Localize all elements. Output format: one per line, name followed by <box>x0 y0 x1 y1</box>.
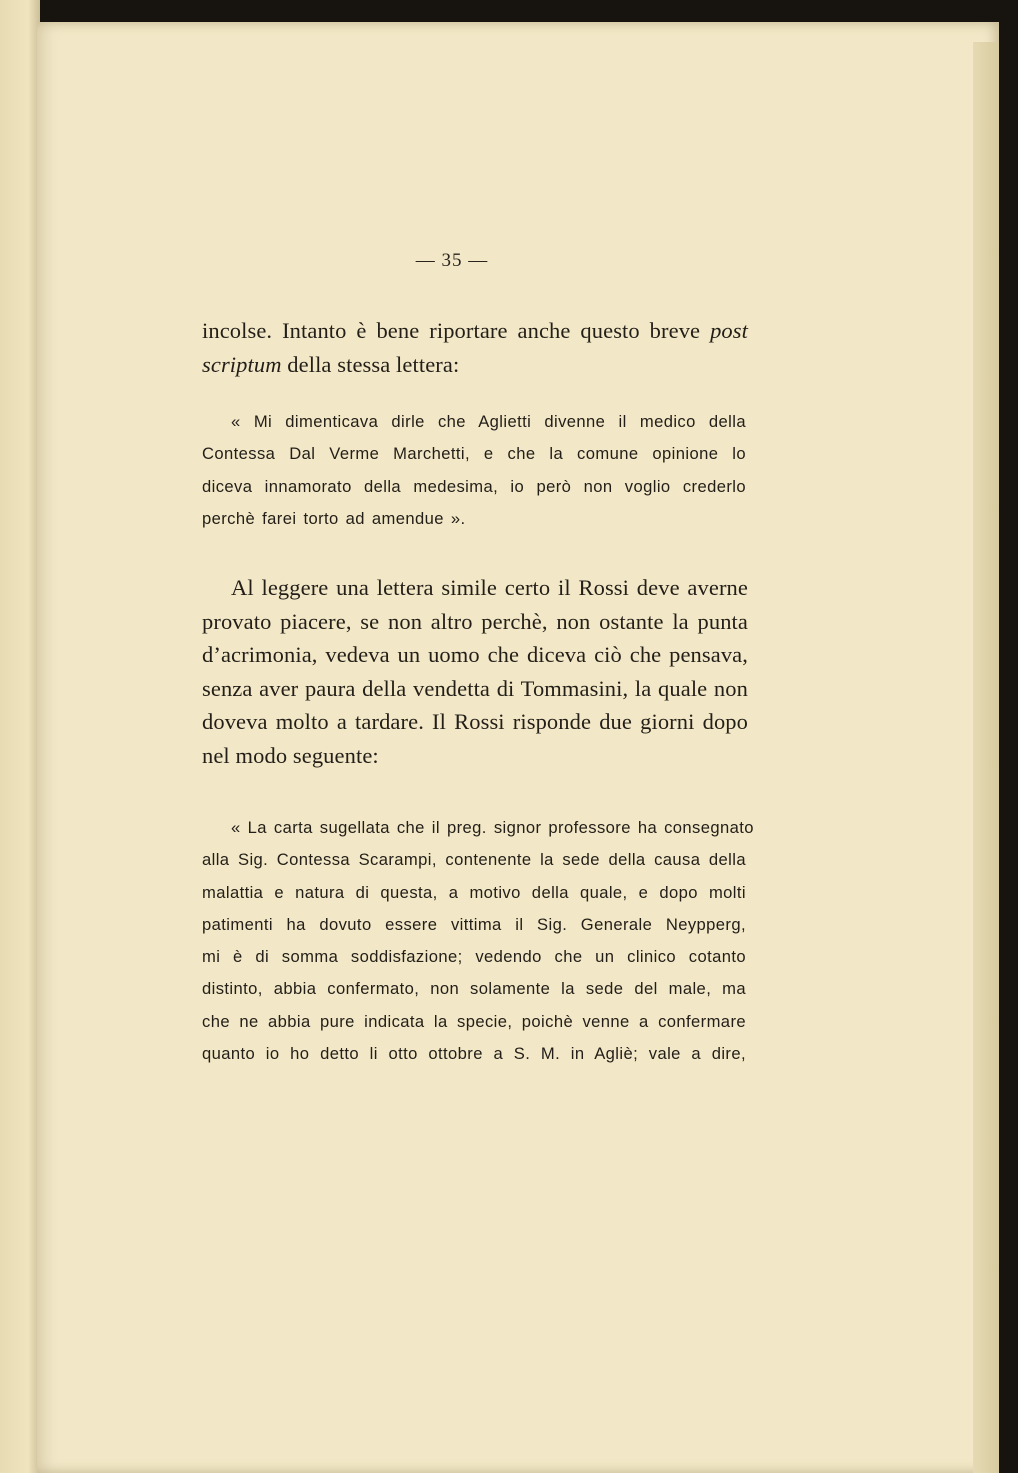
text-line: alla Sig. Contessa Scarampi, contenente la sede della causa della <box>202 850 746 870</box>
text-line: incolse. Intanto è bene riportare anche questo breve post <box>202 318 748 343</box>
text-line: « Mi dimenticava dirle che Aglietti divenne il medico della <box>231 412 746 431</box>
text-line: Contessa Dal Verme Marchetti, e che la comune opinione lo <box>202 444 746 464</box>
quote-rossi-reply <box>202 812 754 1070</box>
page-number: — 35 — <box>415 250 489 271</box>
page-edge-stack <box>973 42 999 1473</box>
text-line: Al leggere una lettera simile certo il Rossi deve averne <box>231 575 748 600</box>
text-line: senza aver paura della vendetta di Tommasini, la quale non <box>202 675 748 701</box>
text-line: scriptum della stessa lettera: <box>202 351 460 377</box>
text-line: malattia e natura di questa, a motivo della quale, e dopo molti <box>202 882 746 902</box>
text-line: nel modo seguente: <box>202 742 379 768</box>
text-line: provato piacere, se non altro perchè, non ostante la punta <box>202 608 748 634</box>
paragraph-intro <box>202 314 748 381</box>
paragraph-rossi <box>202 571 748 772</box>
text-line: quanto io ho detto li otto ottobre a S. M. in Agliè; vale a dire, <box>202 1044 746 1064</box>
text-line: diceva innamorato della medesima, io però non voglio crederlo <box>202 476 746 496</box>
text-line: doveva molto a tardare. Il Rossi risponde due giorni dopo <box>202 709 748 734</box>
text-line: mi è di somma soddisfazione; vedendo che un clinico cotanto <box>202 947 746 967</box>
quote-aglietti <box>202 406 746 535</box>
text-line: d’acrimonia, vedeva un uomo che diceva ciò che pensava, <box>202 642 748 667</box>
text-line: perchè farei torto ad amendue ». <box>202 508 466 528</box>
text-line: che ne abbia pure indicata la specie, poichè venne a confermare <box>202 1011 746 1031</box>
previous-page-edge <box>0 0 40 1473</box>
text-line: « La carta sugellata che il preg. signor professore ha consegnato <box>231 818 754 837</box>
text-line: distinto, abbia confermato, non solamente la sede del male, ma <box>202 979 746 999</box>
text-line: patimenti ha dovuto essere vittima il Sig. Generale Neypperg, <box>202 914 746 934</box>
